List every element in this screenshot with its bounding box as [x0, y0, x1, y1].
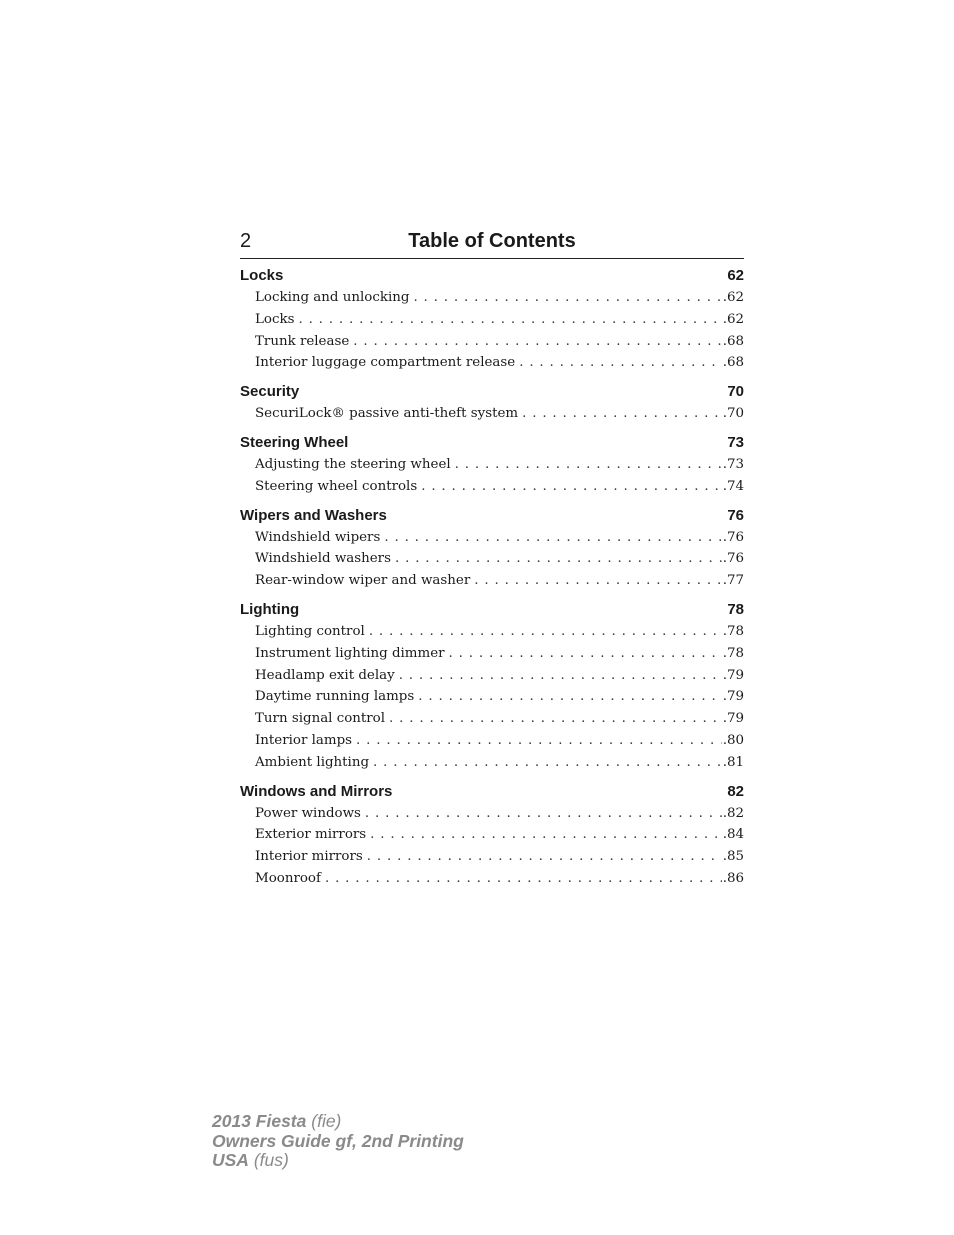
- toc-section-title: Locks: [240, 267, 284, 284]
- toc-entry-page: .68: [722, 333, 744, 349]
- toc-section: [240, 432, 744, 498]
- toc-entry-label: Windshield wipers: [255, 529, 381, 545]
- toc-dot-leader: [413, 287, 721, 309]
- toc-section-heading[interactable]: [240, 781, 744, 803]
- page-header: [240, 228, 744, 259]
- toc-entry[interactable]: [240, 686, 744, 708]
- toc-section-title: Lighting: [240, 600, 300, 618]
- toc-entry-label: Ambient lighting: [255, 754, 370, 770]
- toc-entry[interactable]: [240, 868, 744, 890]
- toc-section: [240, 599, 744, 774]
- toc-entry[interactable]: [240, 752, 744, 774]
- toc-section-title: Security: [240, 383, 300, 401]
- toc-dot-leader: [522, 403, 722, 425]
- toc-entry[interactable]: [240, 824, 744, 846]
- toc-entry[interactable]: [240, 846, 744, 868]
- toc-dot-leader: [418, 686, 721, 708]
- toc-dot-leader: [298, 309, 721, 331]
- toc-section: [240, 265, 744, 374]
- toc-entry[interactable]: [240, 665, 744, 687]
- toc-section-page: 73: [727, 433, 744, 451]
- toc-entry-label: Interior lamps: [255, 732, 353, 748]
- toc-entry[interactable]: [240, 309, 744, 331]
- toc-dot-leader: [449, 643, 722, 665]
- page-title: Table of Contents: [408, 230, 576, 252]
- footer-market: USA: [212, 1150, 249, 1170]
- toc-entry-label: Rear-window wiper and washer: [255, 573, 471, 589]
- toc-section-page: 62: [727, 267, 744, 284]
- toc-entry-page: .68: [722, 355, 744, 371]
- toc-section: [240, 781, 744, 890]
- toc-section-heading[interactable]: [240, 265, 744, 287]
- toc-section-heading[interactable]: [240, 599, 744, 621]
- toc-entry-label: Exterior mirrors: [255, 827, 367, 843]
- toc-dot-leader: [519, 352, 722, 374]
- toc-section-page: 70: [727, 383, 744, 401]
- toc-entry-page: .78: [722, 645, 744, 661]
- toc-entry-label: Daytime running lamps: [255, 689, 415, 705]
- toc-section-title: Wipers and Washers: [240, 506, 387, 524]
- toc-entry-label: Trunk release: [255, 333, 350, 349]
- toc-entry-label: Lighting control: [255, 623, 365, 639]
- toc-dot-leader: [373, 752, 722, 774]
- toc-entry-label: Moonroof: [255, 870, 321, 886]
- footer-market-code: (fus): [253, 1150, 289, 1170]
- toc-dot-leader: [399, 665, 722, 687]
- toc-entry[interactable]: [240, 803, 744, 825]
- toc-entry[interactable]: [240, 454, 744, 476]
- toc-entry-label: Interior mirrors: [255, 849, 363, 865]
- footer-model: 2013 Fiesta: [212, 1111, 307, 1131]
- page-footer: [212, 1112, 464, 1171]
- toc-entry-page: .79: [722, 667, 744, 683]
- toc-entry-page: .85: [722, 849, 744, 865]
- toc-dot-leader: [369, 621, 722, 643]
- toc-entry-page: .77: [722, 573, 744, 589]
- footer-line-2: [212, 1132, 464, 1152]
- toc-entry[interactable]: [240, 621, 744, 643]
- toc-section-heading[interactable]: [240, 381, 744, 403]
- toc-entry-label: Instrument lighting dimmer: [255, 645, 445, 661]
- footer-line-1: [212, 1112, 464, 1132]
- toc-entry[interactable]: [240, 352, 744, 374]
- toc-entry-page: .70: [722, 406, 744, 422]
- toc-list: [240, 265, 744, 890]
- toc-entry-page: .74: [722, 478, 744, 494]
- toc-entry[interactable]: [240, 730, 744, 752]
- toc-entry[interactable]: [240, 643, 744, 665]
- toc-entry[interactable]: [240, 527, 744, 549]
- toc-entry-label: Locking and unlocking: [255, 290, 410, 305]
- toc-entry-page: .76: [722, 529, 744, 545]
- toc-entry-label: Steering wheel controls: [255, 478, 418, 494]
- toc-dot-leader: [365, 803, 722, 825]
- toc-section-page: 76: [727, 506, 744, 524]
- toc-dot-leader: [389, 708, 722, 730]
- toc-entry[interactable]: [240, 548, 744, 570]
- toc-dot-leader: [455, 454, 722, 476]
- toc-entry[interactable]: [240, 331, 744, 353]
- toc-entry-page: .82: [722, 805, 744, 821]
- toc-section: [240, 381, 744, 425]
- toc-entry-page: .86: [722, 870, 744, 886]
- toc-entry-page: .84: [722, 827, 744, 843]
- toc-entry-label: Locks: [255, 311, 295, 327]
- toc-dot-leader: [370, 824, 722, 846]
- toc-entry[interactable]: [240, 403, 744, 425]
- toc-entry-page: .62: [722, 290, 744, 305]
- toc-entry-page: .73: [722, 456, 744, 472]
- toc-entry-page: .78: [722, 623, 744, 639]
- toc-entry-page: .80: [722, 732, 744, 748]
- toc-entry-label: Power windows: [255, 805, 361, 821]
- toc-entry-label: Turn signal control: [255, 711, 386, 727]
- toc-entry-label: Adjusting the steering wheel: [255, 456, 451, 472]
- toc-section-page: 82: [727, 782, 744, 800]
- toc-dot-leader: [384, 527, 721, 549]
- toc-section-title: Windows and Mirrors: [240, 782, 393, 800]
- toc-entry-label: Windshield washers: [255, 551, 391, 567]
- toc-entry-label: SecuriLock® passive anti-theft system: [255, 406, 519, 422]
- toc-entry-page: .79: [722, 711, 744, 727]
- toc-dot-leader: [356, 730, 722, 752]
- toc-section-title: Steering Wheel: [240, 433, 349, 451]
- toc-dot-leader: [367, 846, 722, 868]
- toc-entry-page: .62: [722, 311, 744, 327]
- toc-page: [240, 228, 744, 897]
- page-number: 2: [240, 230, 252, 252]
- footer-model-code: (fie): [311, 1111, 342, 1131]
- toc-entry[interactable]: [240, 476, 744, 498]
- footer-guide: Owners Guide gf, 2nd Printing: [212, 1130, 464, 1151]
- toc-entry[interactable]: [240, 570, 744, 592]
- toc-entry[interactable]: [240, 708, 744, 730]
- toc-entry-label: Interior luggage compartment release: [255, 355, 516, 371]
- toc-entry-page: .81: [722, 754, 744, 770]
- toc-section-page: 78: [727, 600, 744, 618]
- footer-line-3: [212, 1151, 464, 1171]
- toc-dot-leader: [353, 331, 721, 353]
- toc-dot-leader: [421, 476, 722, 498]
- toc-dot-leader: [474, 570, 721, 592]
- toc-dot-leader: [325, 868, 722, 890]
- toc-entry-page: .76: [722, 551, 744, 567]
- toc-entry-page: .79: [722, 689, 744, 705]
- toc-entry[interactable]: [240, 287, 744, 309]
- toc-section-heading[interactable]: [240, 432, 744, 454]
- toc-section-heading[interactable]: [240, 505, 744, 527]
- toc-dot-leader: [395, 548, 722, 570]
- toc-entry-label: Headlamp exit delay: [255, 667, 395, 683]
- toc-section: [240, 505, 744, 592]
